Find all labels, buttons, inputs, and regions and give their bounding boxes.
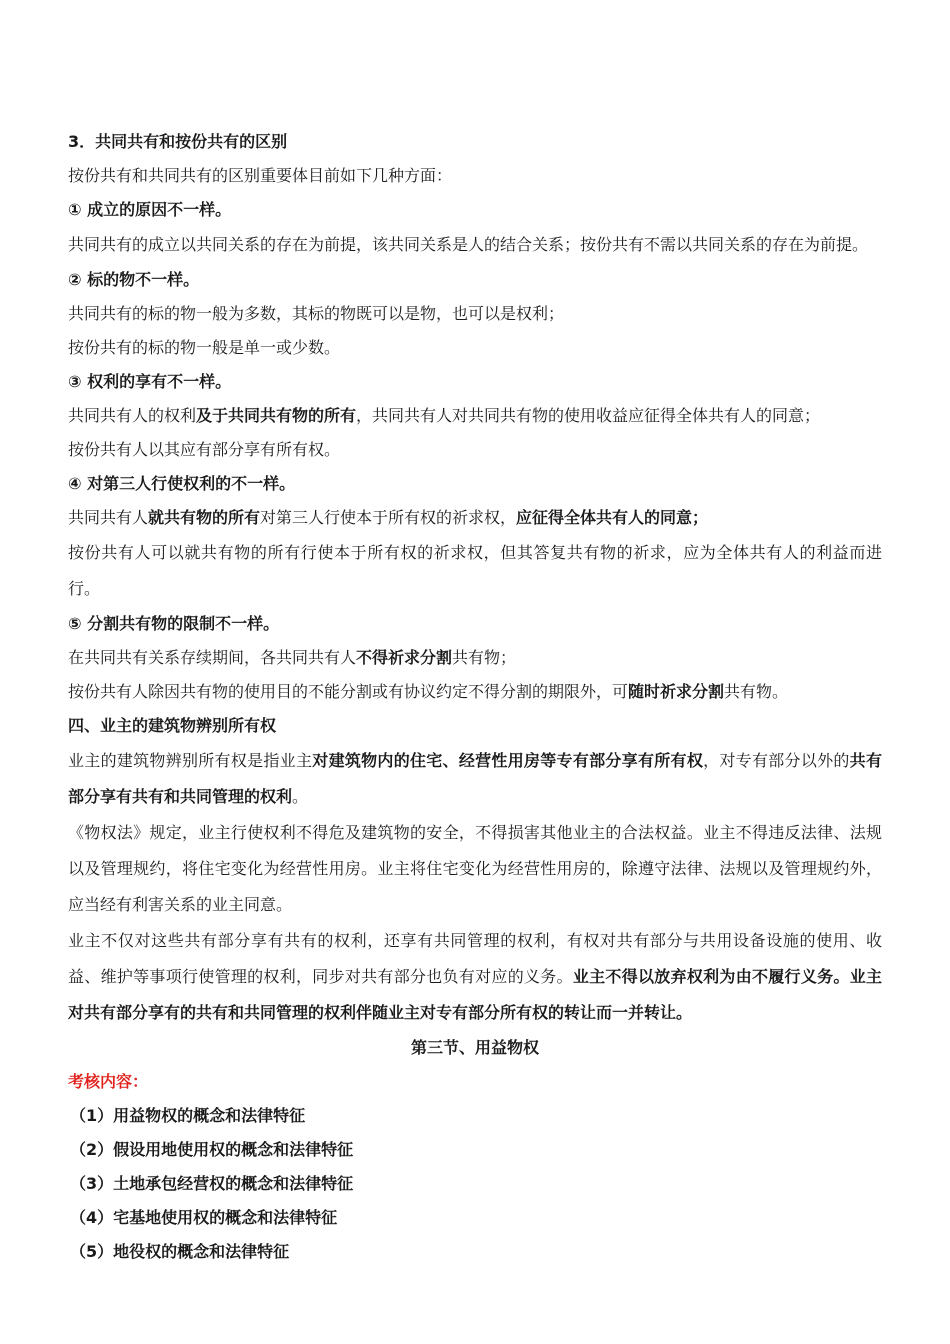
paragraph xyxy=(68,501,882,535)
section-heading: 3．共同共有和按份共有的区别 xyxy=(68,132,288,151)
paragraph: 共同共有的标的物一般为多数，其标的物既可以是物，也可以是权利； xyxy=(68,304,565,323)
text-run: 共有物； xyxy=(452,648,517,667)
paragraph: 共同共有的成立以共同关系的存在为前提，该共同关系是人的结合关系；按份共有不需以共同关系的存在为前提。 xyxy=(68,235,869,254)
paragraph xyxy=(68,923,882,1031)
text-run: ，共同共有人对共同共有物的使用收益应征得全体共有人的同意； xyxy=(356,406,821,425)
bold-text: 随时祈求分割 xyxy=(628,682,725,701)
list-item: （4）宅基地使用权的概念和法律特征 xyxy=(70,1208,338,1227)
text-run: 共同共有人的权利 xyxy=(68,406,197,425)
paragraph: 按份共有人以其应有部分享有所有权。 xyxy=(68,440,341,459)
text-run: 业主不仅对这些共有部分享有共有的权利，还享有共同管理的权利，有权对共有部分与共用设备设施的使用、收益、维护等事项行使管理的权利，同步对共有部分也负有对应的义务。 xyxy=(68,931,882,986)
paragraph xyxy=(68,399,882,433)
paragraph: 按份共有人可以就共有物的所有行使本于所有权的祈求权，但其答复共有物的祈求，应为全体共有人的利益而进行。 xyxy=(68,543,882,598)
document-page xyxy=(68,125,882,1269)
text-run: 共有物。 xyxy=(724,682,789,701)
text-run: 按份共有人除因共有物的使用目的不能分割或有协议约定不得分割的期限外，可 xyxy=(68,682,629,701)
text-run: 共同共有人 xyxy=(68,508,149,527)
text-run: 业主的建筑物辨别所有权是指业主 xyxy=(68,751,313,770)
point-heading: ③ 权利的享有不一样。 xyxy=(68,372,232,391)
bold-text: 共有部分享有共有和共同管理的权利 xyxy=(68,751,882,806)
text-run: 对第三人行使本于所有权的祈求权， xyxy=(260,508,517,527)
paragraph: 《物权法》规定，业主行使权利不得危及建筑物的安全，不得损害其他业主的合法权益。业主不得违反法律、法规以及管理规约，将住宅变化为经营性用房。业主将住宅变化为经营性用房的，除遵守法律、法规以及管理规约外，应当经有利害关系的业主同意。 xyxy=(68,823,882,914)
point-heading: ② 标的物不一样。 xyxy=(68,270,200,289)
bold-text: 业主不得以放弃权利为由不履行义务。业主对共有部分享有的共有和共同管理的权利伴随业主对专有部分所有权的转让而一并转让。 xyxy=(68,967,882,1022)
bold-text: 就共有物的所有 xyxy=(148,508,261,527)
point-heading: ④ 对第三人行使权利的不一样。 xyxy=(68,474,296,493)
list-item: （3）土地承包经营权的概念和法律特征 xyxy=(70,1174,354,1193)
paragraph: 按份共有的标的物一般是单一或少数。 xyxy=(68,338,341,357)
point-heading: ① 成立的原因不一样。 xyxy=(68,200,232,219)
list-item: （5）地役权的概念和法律特征 xyxy=(70,1242,290,1261)
bold-text: 应征得全体共有人的同意； xyxy=(516,508,709,527)
text-run: ，对专有部分以外的 xyxy=(703,751,850,770)
list-item: （2）假设用地使用权的概念和法律特征 xyxy=(70,1140,354,1159)
section-heading: 四、业主的建筑物辨别所有权 xyxy=(68,716,277,735)
paragraph: 按份共有和共同共有的区别重要体目前如下几种方面： xyxy=(68,166,453,185)
paragraph xyxy=(68,743,882,815)
bold-text: 及于共同共有物的所有 xyxy=(196,406,357,425)
paragraph xyxy=(68,641,882,675)
exam-content-label: 考核内容： xyxy=(68,1072,149,1091)
paragraph xyxy=(68,675,882,709)
section-title: 第三节、用益物权 xyxy=(410,1038,539,1057)
bold-text: 不得祈求分割 xyxy=(356,648,453,667)
text-run: 。 xyxy=(292,787,309,806)
text-run: 在共同共有关系存续期间，各共同共有人 xyxy=(68,648,357,667)
point-heading: ⑤ 分割共有物的限制不一样。 xyxy=(68,614,280,633)
bold-text: 对建筑物内的住宅、经营性用房等专有部分享有所有权 xyxy=(312,751,704,770)
list-item: （1）用益物权的概念和法律特征 xyxy=(70,1106,306,1125)
